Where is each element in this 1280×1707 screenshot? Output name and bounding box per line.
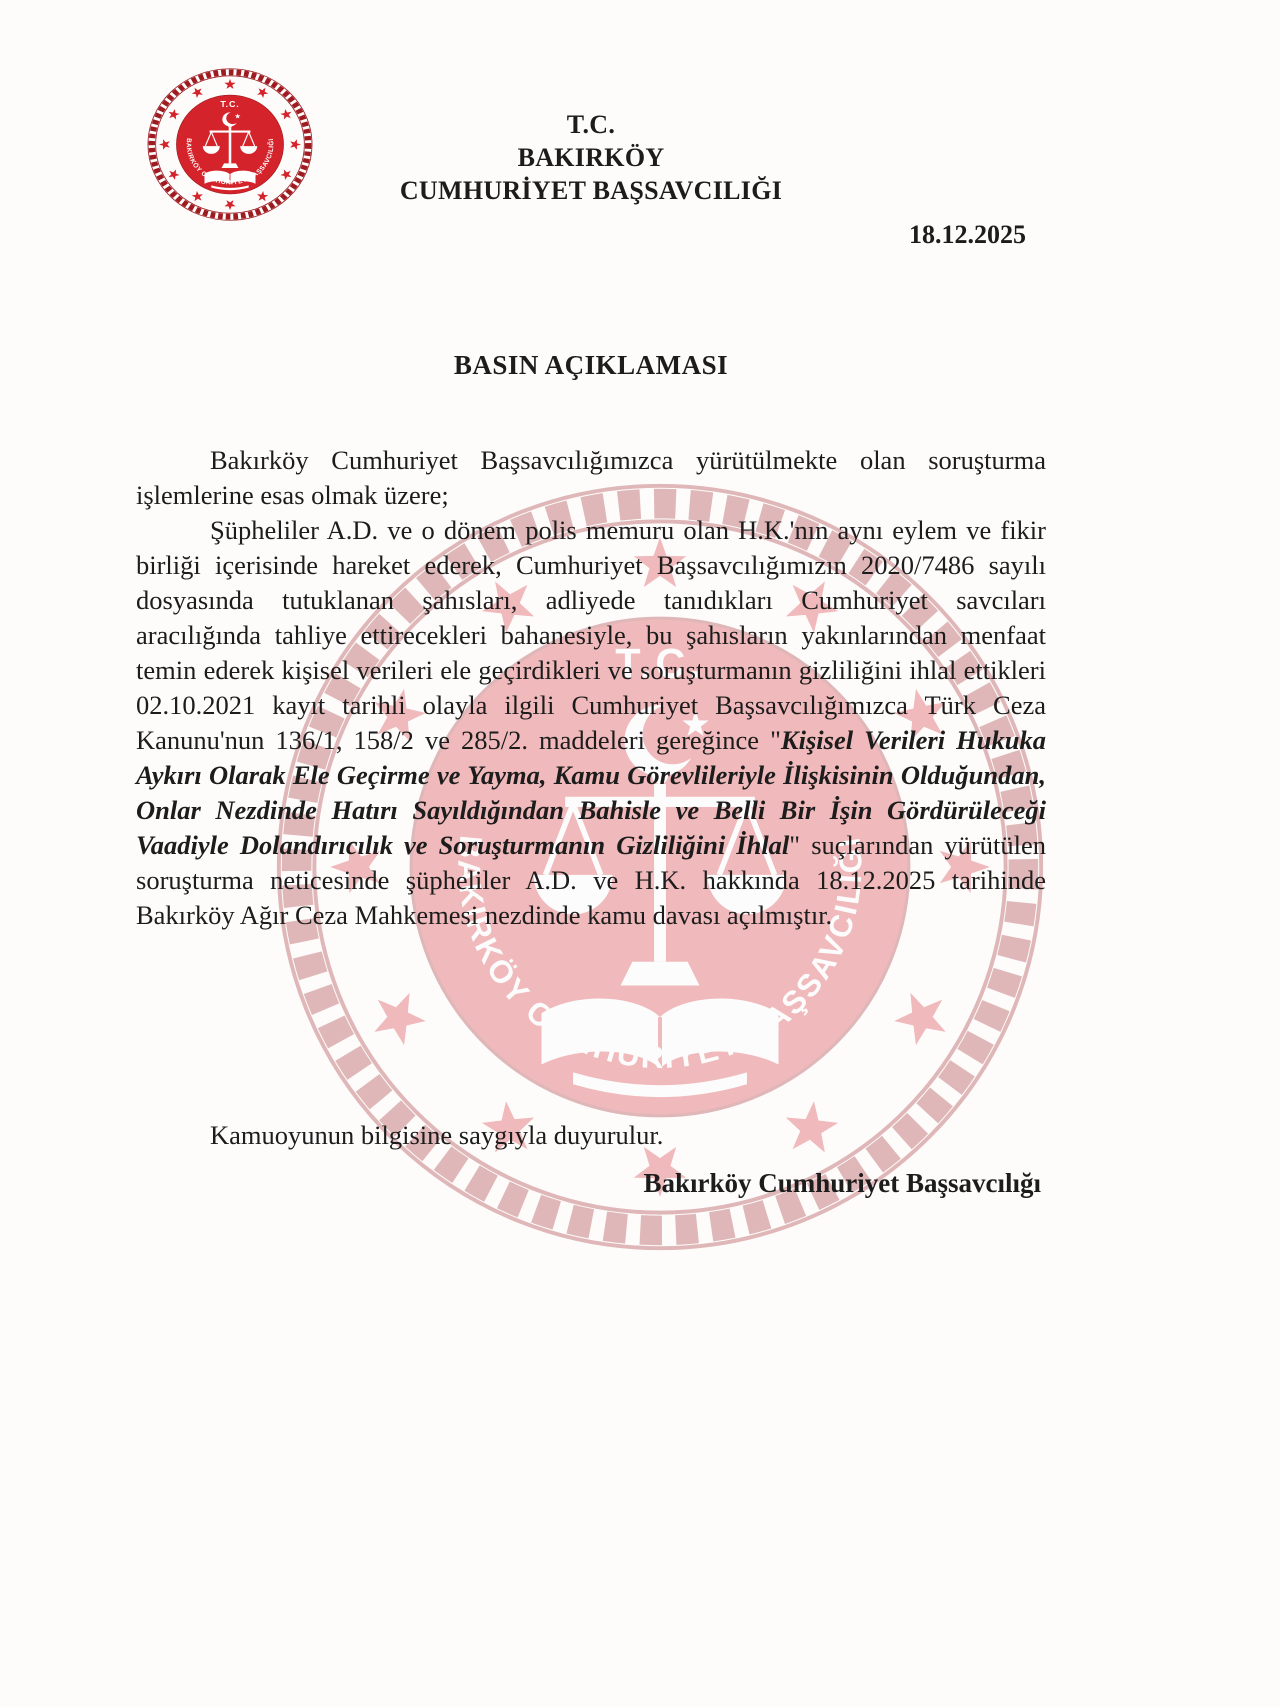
prosecutor-office-seal-icon	[145, 66, 315, 223]
document-date: 18.12.2025	[909, 220, 1026, 249]
body-paragraph: Şüpheliler A.D. ve o dönem polis memuru olan H.K.'nın aynı eylem ve fikir birliği içerisinde hareket ederek, Cumhuriyet Başsavcılığımızın 2020/7486 sayılı dosyasında tutuklanan şahısları, adliyede tanıdıkları Cumhuriyet savcıları aracılığında tahliye ettirecekleri bahanesiyle, bu şahısların yakınlarından menfaat temin ederek kişisel verileri ele geçirdikleri ve soruşturmanın gizliliğini ihlal ettikleri 02.10.2021 kayıt tarihli olayla ilgili Cumhuriyet Başsavcılığımızca Türk Ceza Kanunu'nun 136/1, 158/2 ve 285/2. maddeleri gereğince "Kişisel Verileri Hukuka Aykırı Olarak Ele Geçirme ve Yayma, Kamu Görevlileriyle İlişkisinin Olduğundan, Onlar Nezdinde Hatırı Sayıldığından Bahisle ve Belli Bir İşin Gördürüleceği Vaadiyle Dolandırıcılık ve Soruşturmanın Gizliliğini İhlal" suçlarından yürütülen soruşturma neticesinde şüpheliler A.D. ve H.K. hakkında 18.12.2025 tarihinde Bakırköy Ağır Ceza Mahkemesi nezdinde kamu davası açılmıştır.	[136, 515, 1046, 930]
closing-line: Kamuoyunun bilgisine saygıyla duyurulur.	[210, 1120, 664, 1150]
closing-block	[136, 1118, 1046, 1153]
letterhead-line-office: CUMHURİYET BAŞSAVCILIĞI	[399, 176, 783, 205]
letterhead-line-city: BAKIRKÖY	[517, 143, 665, 172]
signature: Bakırköy Cumhuriyet Başsavcılığı	[643, 1168, 1041, 1198]
document-title: BASIN AÇIKLAMASI	[453, 350, 729, 380]
letterhead-line-tc: T.C.	[566, 110, 616, 139]
body-paragraph: Bakırköy Cumhuriyet Başsavcılığımızca yürütülmekte olan soruşturma işlemlerine esas olmak üzere;	[136, 445, 1046, 510]
document-body	[136, 443, 1046, 933]
